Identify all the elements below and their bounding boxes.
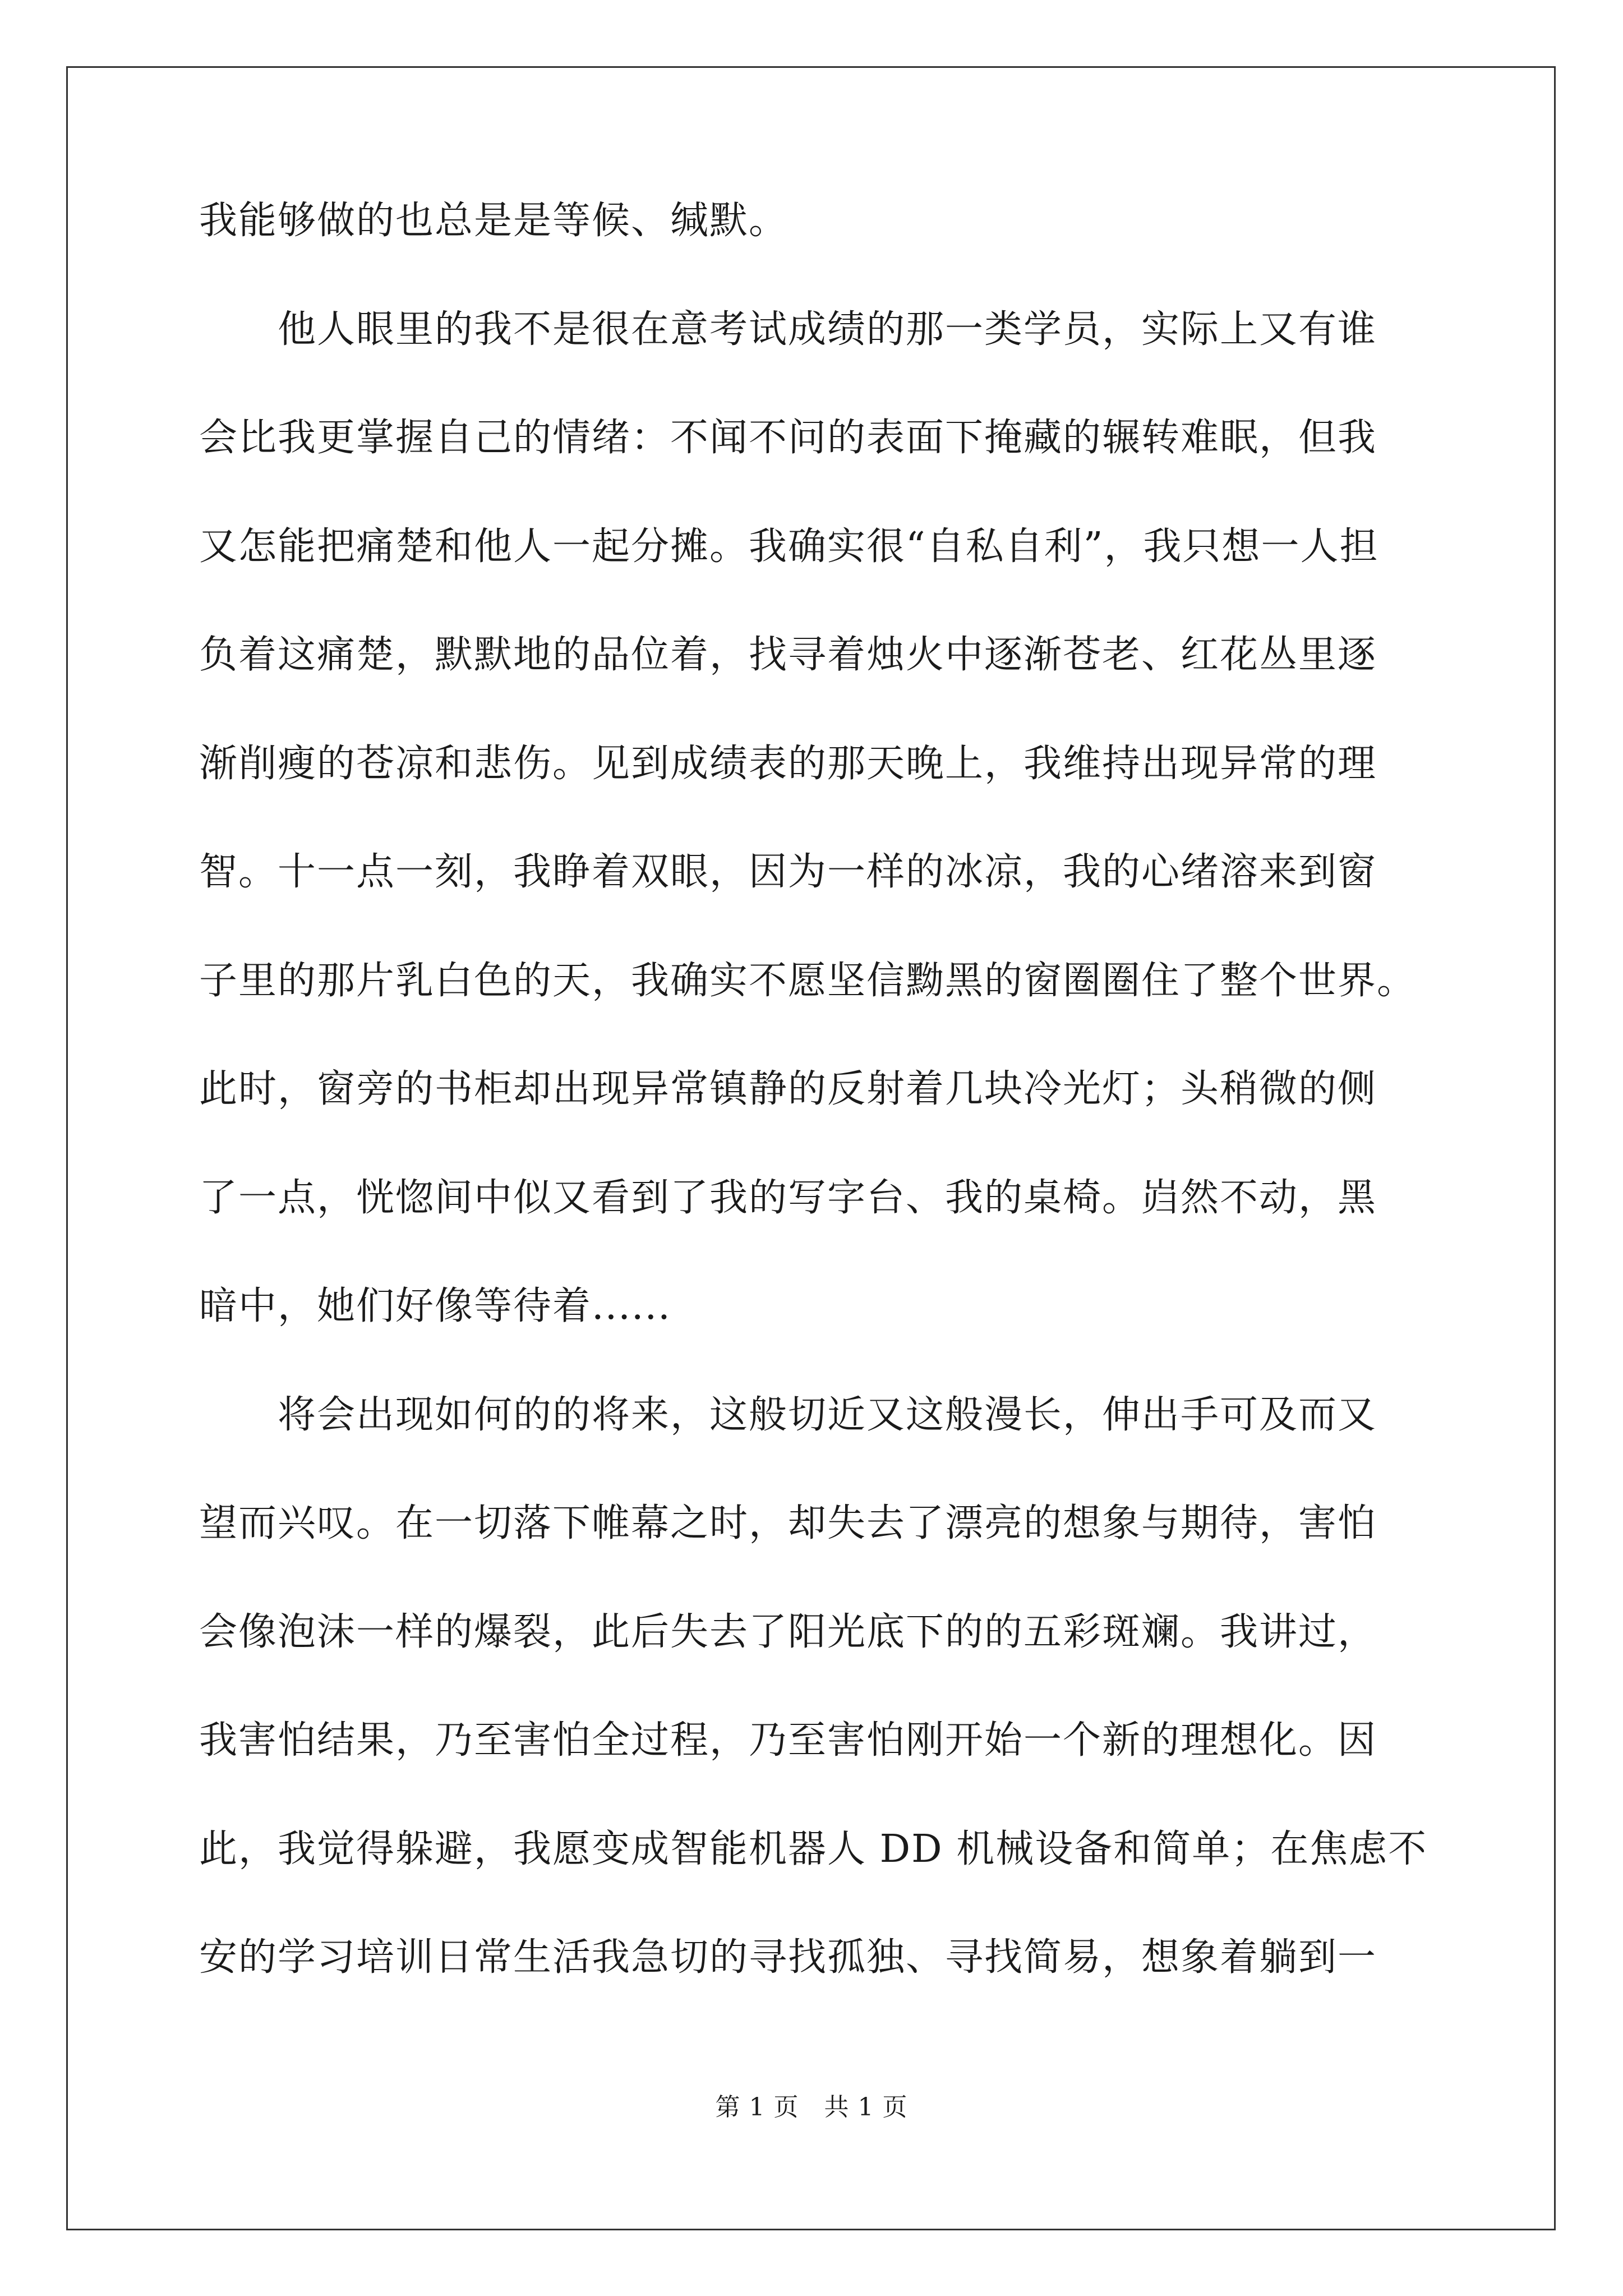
- page-number-footer: 第 1 页 共 1 页: [715, 2093, 908, 2122]
- text-line: 将会出现如何的的将来，这般切近又这般漫长，伸出手可及而又: [199, 1392, 1377, 1437]
- text-line: 子里的那片乳白色的天，我确实不愿坚信黝黑的窗圈圈住了整个世界。: [199, 958, 1417, 1003]
- text-line: 此，我觉得躲避，我愿变成智能机器人 DD 机械设备和简单；在焦虑不: [199, 1826, 1428, 1871]
- text-line: 了一点，恍惚间中似又看到了我的写字台、我的桌椅。岿然不动，黑: [199, 1175, 1377, 1220]
- text-line: 望而兴叹。在一切落下帷幕之时，却失去了漂亮的想象与期待，害怕: [199, 1501, 1377, 1545]
- text-line: 负着这痛楚，默默地的品位着，找寻着烛火中逐渐苍老、红花丛里逐: [199, 633, 1377, 677]
- text-line: 我能够做的也总是是等候、缄默。: [199, 199, 789, 243]
- text-line: 安的学习培训日常生活我急切的寻找孤独、寻找简易，想象着躺到一: [199, 1935, 1377, 1980]
- text-line: 此时，窗旁的书柜却出现异常镇静的反射着几块冷光灯；头稍微的侧: [199, 1067, 1377, 1111]
- text-line: 会像泡沫一样的爆裂，此后失去了阳光底下的的五彩斑斓。我讲过，: [199, 1609, 1377, 1654]
- text-line: 智。十一点一刻，我睁着双眼，因为一样的冰凉，我的心绪溶来到窗: [199, 850, 1377, 894]
- text-line: 会比我更掌握自己的情绪：不闻不问的表面下掩藏的辗转难眠，但我: [199, 416, 1377, 460]
- text-line: 他人眼里的我不是很在意考试成绩的那一类学员，实际上又有谁: [199, 307, 1377, 352]
- document-body: [199, 199, 1433, 2047]
- text-line: 我害怕结果，乃至害怕全过程，乃至害怕刚开始一个新的理想化。因: [199, 1718, 1377, 1763]
- text-line: 又怎能把痛楚和他人一起分摊。我确实很“自私自利”，我只想一人担: [199, 524, 1379, 569]
- text-line: 暗中，她们好像等待着......: [199, 1284, 671, 1328]
- text-line: 渐削瘦的苍凉和悲伤。见到成绩表的那天晚上，我维持出现异常的理: [199, 741, 1377, 786]
